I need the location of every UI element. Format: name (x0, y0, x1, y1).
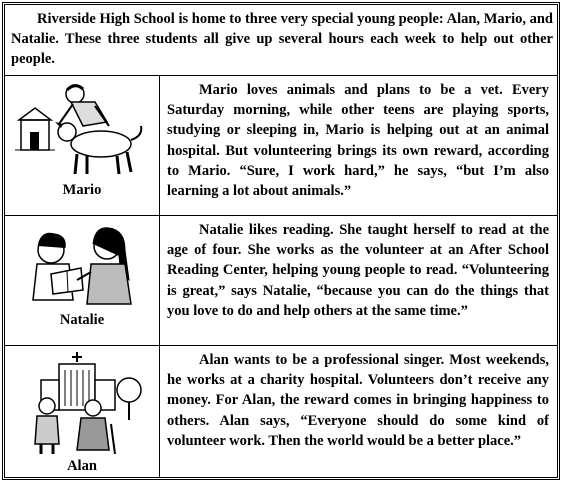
caption-mario: Mario (62, 182, 102, 198)
natalie-reading-illustration (11, 220, 153, 308)
caption-alan: Alan (67, 458, 97, 474)
intro-paragraph: Riverside High School is home to three very special young people: Alan, Mario, and Natalie. These three students all give up several hours each week to help out other people. (11, 11, 553, 67)
picture-cell (5, 346, 160, 478)
picture-cell (5, 76, 160, 216)
paragraph-mario: Mario loves animals and plans to be a vet. Every Saturday morning, while other teens are playing sports, studying or sleeping in, Mario is helping out at an animal hospital. But volunteering brings its own reward, according to Mario. “Sure, I work hard,” he says, “but I’m also learning a lot about animals.” (167, 82, 549, 200)
paragraph-alan: Alan wants to be a professional singer. Most weekends, he works at a charity hospital. Volunteers don’t receive any money. For Alan, the reward comes in bringing happiness to others. Alan says, “Everyone should do some kind of volunteer work. Then the world would be a better place.” (167, 352, 549, 449)
picture-cell (5, 216, 160, 346)
article-frame (2, 2, 560, 480)
mario-dog-illustration (11, 80, 153, 180)
caption-natalie: Natalie (59, 312, 105, 328)
table-row (5, 345, 557, 478)
table-row (5, 215, 557, 346)
paragraph-natalie: Natalie likes reading. She taught herself to read at the age of four. She works as the volunteer at an After School Reading Center, helping young people to read. “Volunteering is great,” says Natalie, “because you can do the things that you love to do and help others at the same time.” (167, 222, 549, 319)
alan-hospital-illustration (11, 350, 153, 454)
table-row (5, 75, 557, 216)
